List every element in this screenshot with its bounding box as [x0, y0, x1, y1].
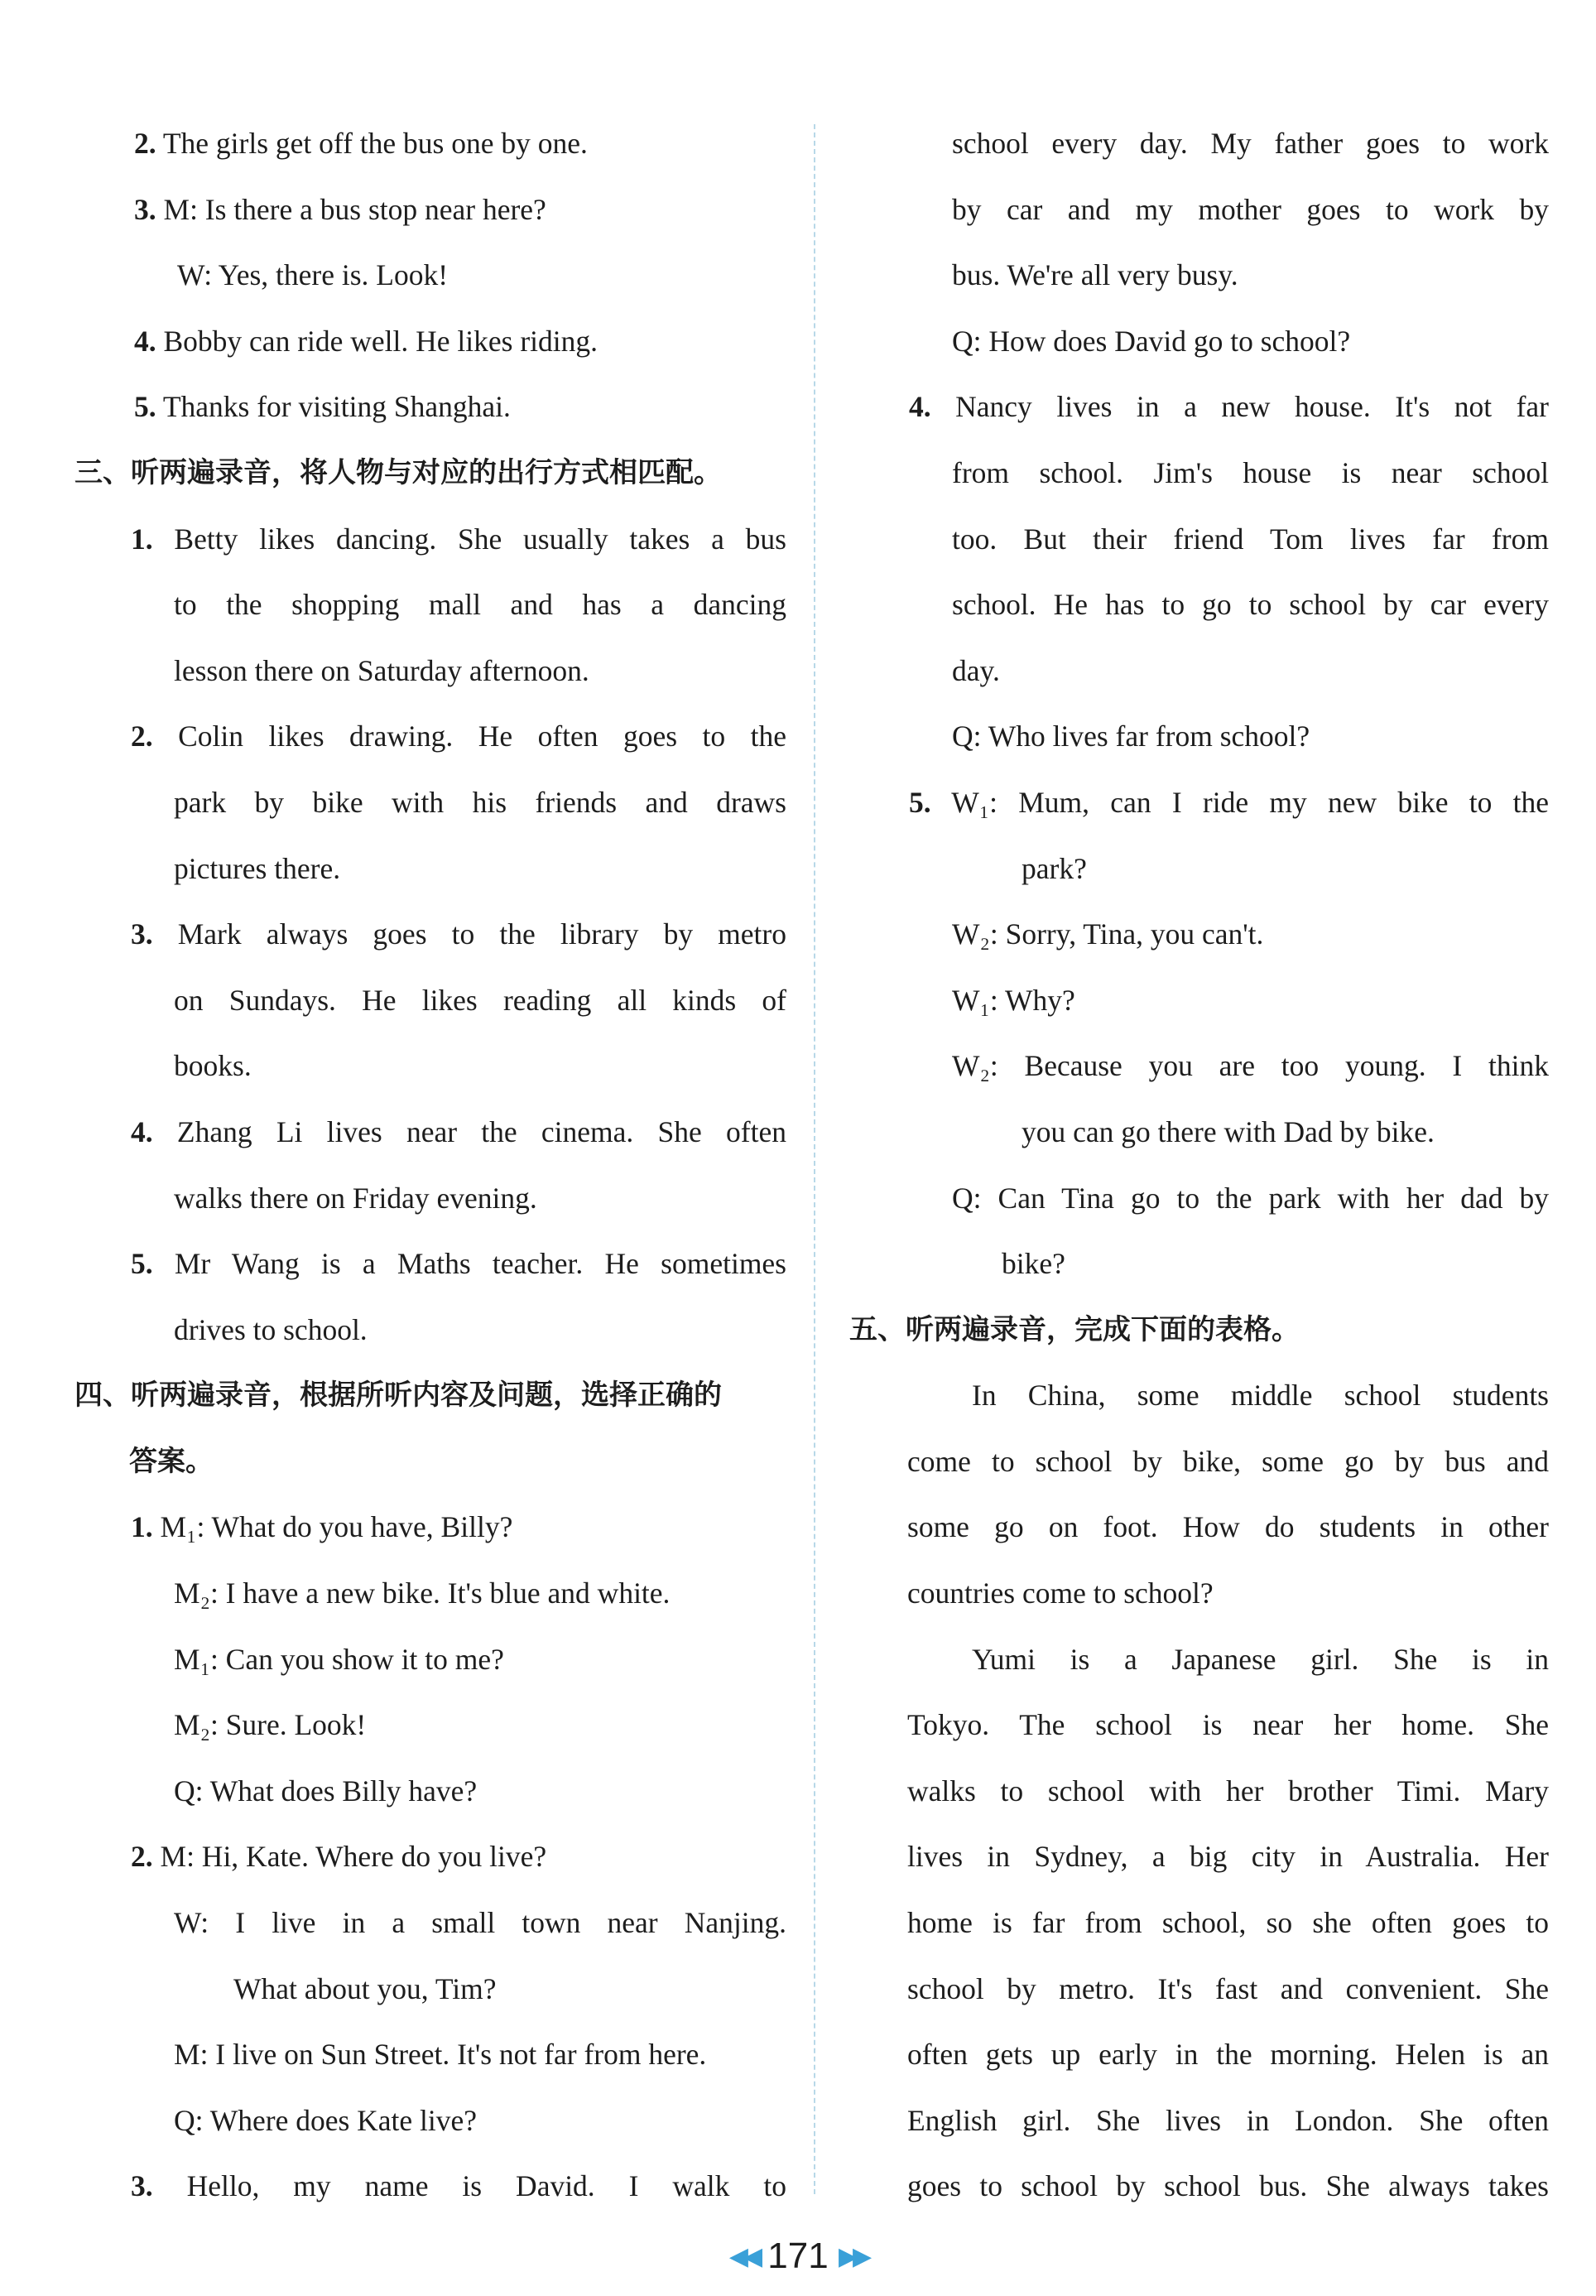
page-footer — [0, 2236, 1596, 2277]
text-line: countries come to school? — [907, 1576, 1214, 1610]
item-number: 2. — [134, 127, 156, 160]
text-line: often gets up early in the morning. Helen is an — [907, 2038, 1549, 2072]
text-line: come to school by bike, some go by bus and — [907, 1444, 1549, 1478]
column-divider — [814, 124, 815, 2194]
text-line: books. — [174, 1049, 252, 1083]
text-line: to the shopping mall and has a dancing — [174, 588, 786, 622]
left-column — [75, 111, 786, 2220]
text-line: day. — [952, 653, 1000, 687]
text-line: school by metro. It's fast and convenient. She — [907, 1971, 1549, 2005]
item-number: 2. — [131, 1840, 153, 1874]
text-line: too. But their friend Tom lives far from — [952, 522, 1549, 556]
item-number: 4. — [909, 390, 931, 424]
text-line: lives in Sydney, a big city in Australia. Her — [907, 1840, 1549, 1874]
text-line: bike? — [1002, 1247, 1065, 1281]
text-line: 1. M₁: What do you have, Billy? — [75, 1495, 786, 1561]
text-line: 4. Zhang Li lives near the cinema. She often — [75, 1100, 786, 1166]
text-line: walks there on Friday evening. — [174, 1181, 537, 1215]
text-line: W: Yes, there is. Look! — [177, 258, 449, 292]
text-line: 5. Thanks for visiting Shanghai. — [75, 374, 786, 440]
text-line: 4. Nancy lives in a new house. It's not far — [849, 374, 1549, 440]
text-line: M₂: I have a new bike. It's blue and white. — [174, 1576, 671, 1610]
item-number: 3. — [134, 192, 156, 226]
text-line: school every day. My father goes to work — [952, 127, 1549, 160]
text-line: on Sundays. He likes reading all kinds of — [174, 983, 786, 1017]
text-line: you can go there with Dad by bike. — [1022, 1114, 1435, 1148]
text-line: W₂: Because you are too young. I think — [952, 1049, 1549, 1083]
text-line: Q: Can Tina go to the park with her dad by — [952, 1181, 1549, 1215]
text-line: Tokyo. The school is near her home. She — [907, 1708, 1549, 1742]
page-number: 171 — [767, 2236, 829, 2276]
text-line: 1. Betty likes dancing. She usually takes a bus — [75, 507, 786, 573]
text-line: bus. We're all very busy. — [952, 258, 1238, 292]
item-number: 5. — [131, 1247, 153, 1281]
item-number: 3. — [131, 2169, 153, 2203]
item-number: 1. — [131, 522, 153, 556]
text-line: Q: Where does Kate live? — [174, 2103, 478, 2137]
text-line: M: I live on Sun Street. It's not far from here. — [174, 2038, 707, 2072]
text-line: by car and my mother goes to work by — [952, 192, 1549, 226]
item-number: 2. — [131, 720, 153, 753]
previous-page-arrows-icon[interactable]: ◀◀ — [728, 2243, 758, 2270]
text-line: 2. Colin likes drawing. He often goes to the — [75, 704, 786, 770]
text-line: lesson there on Saturday afternoon. — [174, 653, 589, 687]
text-line: goes to school by school bus. She always takes — [907, 2169, 1549, 2203]
text-line: park by bike with his friends and draws — [174, 785, 786, 819]
text-line: 5. W₁: Mum, can I ride my new bike to the — [849, 770, 1549, 836]
text-line: M₁: Can you show it to me? — [174, 1642, 504, 1676]
text-line: park? — [1022, 851, 1087, 885]
text-line: 2. M: Hi, Kate. Where do you live? — [75, 1824, 786, 1890]
right-column — [849, 111, 1549, 2220]
text-line: 3. M: Is there a bus stop near here? — [75, 177, 786, 243]
item-number: 3. — [131, 917, 153, 951]
text-line: some go on foot. How do students in other — [907, 1510, 1549, 1544]
text-line: from school. Jim's house is near school — [952, 455, 1549, 489]
text-line: pictures there. — [174, 851, 341, 885]
text-line: drives to school. — [174, 1312, 368, 1346]
text-line: Q: How does David go to school? — [952, 324, 1351, 358]
text-line: 3. Hello, my name is David. I walk to — [75, 2154, 786, 2220]
text-line: W₂: Sorry, Tina, you can't. — [952, 917, 1264, 951]
text-line: walks to school with her brother Timi. Mary — [907, 1774, 1549, 1807]
section-heading: 五、听两遍录音，完成下面的表格。 — [849, 1312, 1300, 1346]
item-number: 5. — [134, 390, 156, 424]
text-line: 3. Mark always goes to the library by metro — [75, 902, 786, 968]
text-line: 5. Mr Wang is a Maths teacher. He sometimes — [75, 1231, 786, 1297]
text-line: English girl. She lives in London. She often — [907, 2103, 1549, 2137]
next-page-arrows-icon[interactable]: ▶▶ — [838, 2243, 868, 2270]
text-line: What about you, Tim? — [233, 1971, 497, 2005]
text-line: 2. The girls get off the bus one by one. — [75, 111, 786, 177]
text-line: W: I live in a small town near Nanjing. — [174, 1906, 786, 1940]
text-line: Q: What does Billy have? — [174, 1774, 478, 1807]
section-heading: 四、听两遍录音，根据所听内容及问题，选择正确的 — [75, 1379, 722, 1413]
text-line: 4. Bobby can ride well. He likes riding. — [75, 309, 786, 375]
section-heading: 三、听两遍录音，将人物与对应的出行方式相匹配。 — [75, 455, 722, 489]
text-line: home is far from school, so she often goes to — [907, 1906, 1549, 1940]
text-line: M₂: Sure. Look! — [174, 1708, 367, 1742]
text-line: W₁: Why? — [952, 983, 1075, 1017]
section-heading: 答案。 — [129, 1444, 214, 1478]
item-number: 5. — [909, 785, 931, 819]
text-line: Yumi is a Japanese girl. She is in — [972, 1642, 1549, 1676]
item-number: 1. — [131, 1510, 153, 1544]
item-number: 4. — [131, 1114, 153, 1148]
text-line: school. He has to go to school by car every — [952, 588, 1549, 622]
text-line: In China, some middle school students — [972, 1379, 1549, 1413]
text-line: Q: Who lives far from school? — [952, 720, 1310, 753]
item-number: 4. — [134, 324, 156, 358]
